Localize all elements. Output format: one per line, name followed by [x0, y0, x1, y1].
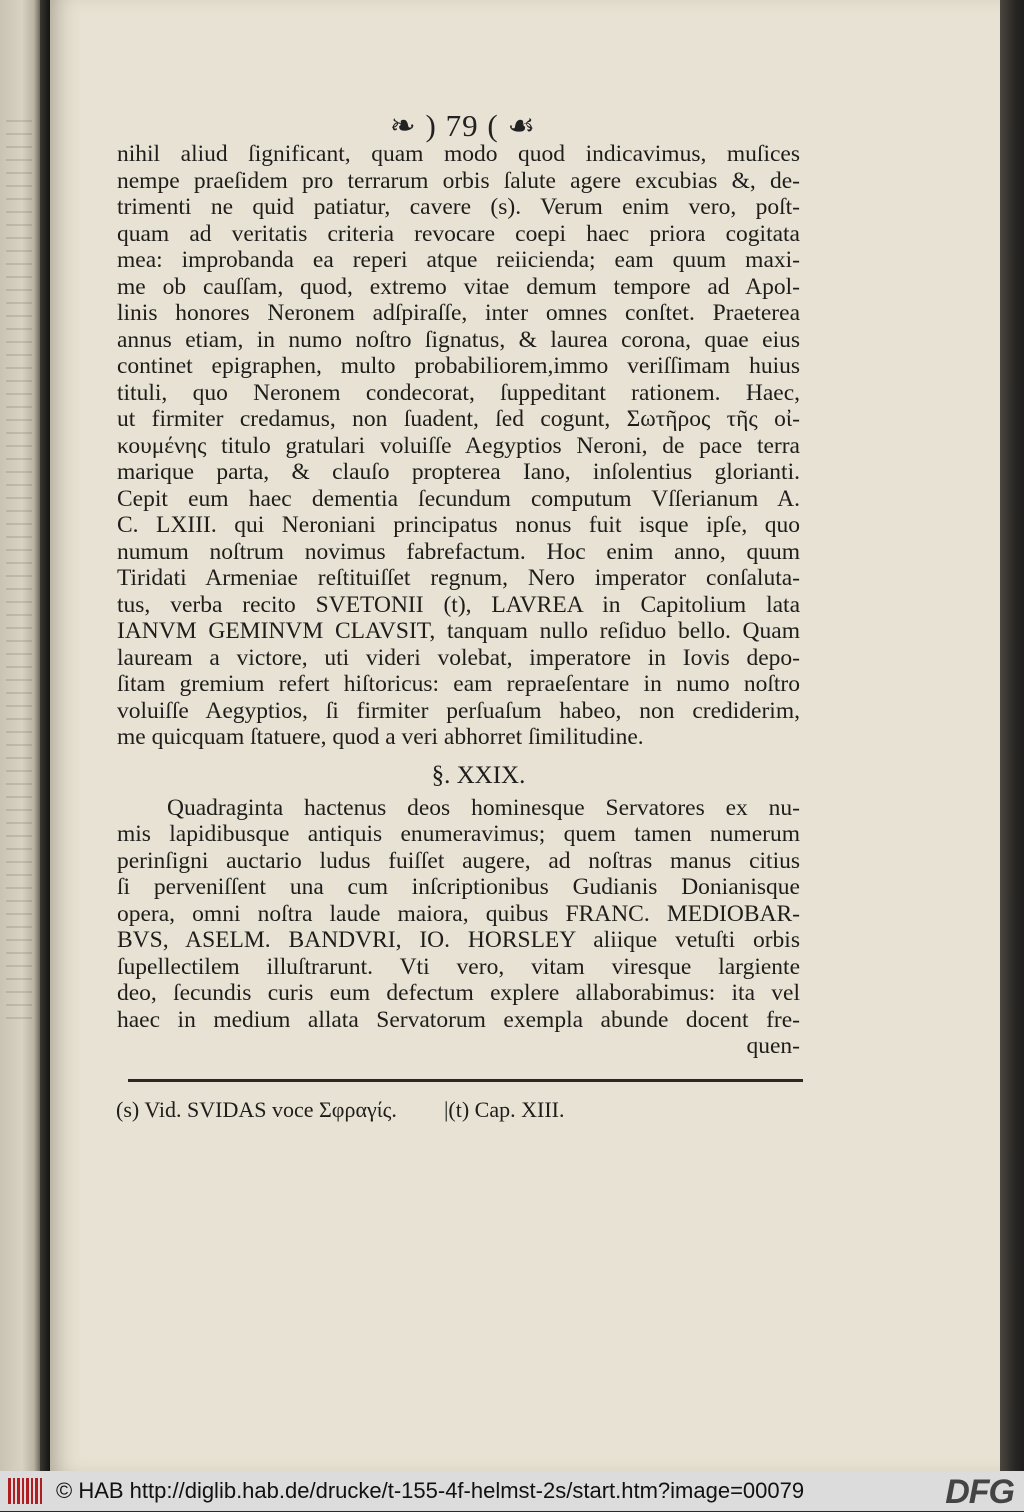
footer-bar [0, 1471, 1024, 1511]
main-text [117, 141, 800, 1060]
text-line: mea: improbanda ea reperi atque reiicienda; eam quum maxi- [117, 247, 800, 273]
dfg-logo: DFG [945, 1473, 1014, 1511]
book-gutter [40, 0, 50, 1471]
text-line: nempe praeſidem pro terrarum orbis ſalute agere excubias &, de- [117, 167, 800, 194]
text-line: ſi perveniſſent una cum inſcriptionibus Gudianis Donianisque [117, 874, 800, 900]
text-line: numum noſtrum novimus fabrefactum. Hoc enim anno, quum [117, 538, 800, 565]
text-line: κουμένης titulo gratulari voluiſſe Aegyptios Neroni, de pace terra [117, 432, 800, 459]
text-line: Quadraginta hactenus deos hominesque Servatores ex nu- [167, 794, 800, 821]
text-line: lauream a victore, uti videri volebat, imperatore in Iovis depo- [117, 644, 800, 671]
catchword: quen- [746, 1033, 800, 1059]
text-line: perinſigni auctario ludus fuiſſet augere, ad noſtras manus citius [117, 847, 800, 874]
text-line: voluiſſe Aegyptios, ſi firmiter perſuaſum habeo, non crediderim, [117, 697, 800, 724]
text-line: BVS, ASELM. BANDVRI, IO. HORSLEY aliique vetuſti orbis [117, 927, 800, 953]
text-line: tituli, quo Neronem condecorat, ſuppeditant rationem. Haec, [117, 379, 800, 406]
text-line: linis honores Neronem adſpiraſſe, inter omnes conſtet. Praeterea [117, 300, 800, 326]
text-line: deo, ſecundis curis eum defectum explere allaborabimus: ita vel [117, 980, 800, 1006]
text-line: haec in medium allata Servatorum exempla abunde docent fre- [117, 1006, 800, 1033]
text-line: continet epigraphen, multo probabiliorem,immo veriſſimam huius [117, 353, 800, 379]
text-line: ut firmiter credamus, non ſuadent, ſed cogunt, Σωτῆρος τῆς οἰ- [117, 406, 800, 432]
text-line: IANVM GEMINVM CLAVSIT, tanquam nullo reſiduo bello. Quam [117, 618, 800, 644]
text-line: ſupellectilem illuſtrarunt. Vti vero, vitam viresque largiente [117, 953, 800, 980]
text-line: Tiridati Armeniae reſtituiſſet regnum, Nero imperator conſaluta- [117, 565, 800, 591]
text-line: ſitam gremium refert hiſtoricus: eam repraeſentare in numo noſtro [117, 671, 800, 697]
section-heading: §. XXIX. [431, 761, 526, 789]
text-line: C. LXIII. qui Neroniani principatus nonus fuit isque ipſe, quo [117, 512, 800, 538]
text-line: marique parta, & clauſo propterea Iano, inſolentius glorianti. [117, 459, 800, 485]
text-line: annus etiam, in numo noſtro ſignatus, & laurea corona, quae eius [117, 326, 800, 353]
page-edge-shadow [1000, 0, 1024, 1471]
text-line: tus, verba recito SVETONII (t), LAVREA in Capitolium lata [117, 591, 800, 618]
text-line: nihil aliud ſignificant, quam modo quod indicavimus, muſices [117, 141, 800, 167]
text-line: me ob cauſſam, quod, extremo vitae demum tempore ad Apol- [117, 273, 800, 300]
text-line: Cepit eum haec dementia ſecundum computum Vſſerianum A. [117, 485, 800, 512]
text-line: mis lapidibusque antiquis enumeravimus; quem tamen numerum [117, 821, 800, 847]
footnote-t: |(t) Cap. XIII. [444, 1097, 565, 1122]
footnote-rule [128, 1079, 803, 1082]
text-line: quam ad veritatis criteria revocare coepi haec priora cogitata [117, 220, 800, 247]
text-line: me quicquam ſtatuere, quod a veri abhorret ſimilitudine. [117, 724, 644, 750]
source-link[interactable]: © HAB http://diglib.hab.de/drucke/t-155-4f-helmst-2s/start.htm?image=00079 [56, 1478, 805, 1503]
text-line: trimenti ne quid patiatur, cavere (s). Verum enim vero, poſt- [117, 194, 800, 220]
page-header: ❧ ) 79 ( ☙ [389, 108, 537, 143]
hab-barcode-icon [8, 1478, 42, 1504]
previous-page-edge [0, 0, 40, 1471]
text-line: opera, omni noſtra laude maiora, quibus FRANC. MEDIOBAR- [117, 900, 800, 927]
footnotes [116, 1097, 806, 1123]
footnote-s: (s) Vid. SVIDAS voce Σφραγίς. [116, 1097, 397, 1122]
